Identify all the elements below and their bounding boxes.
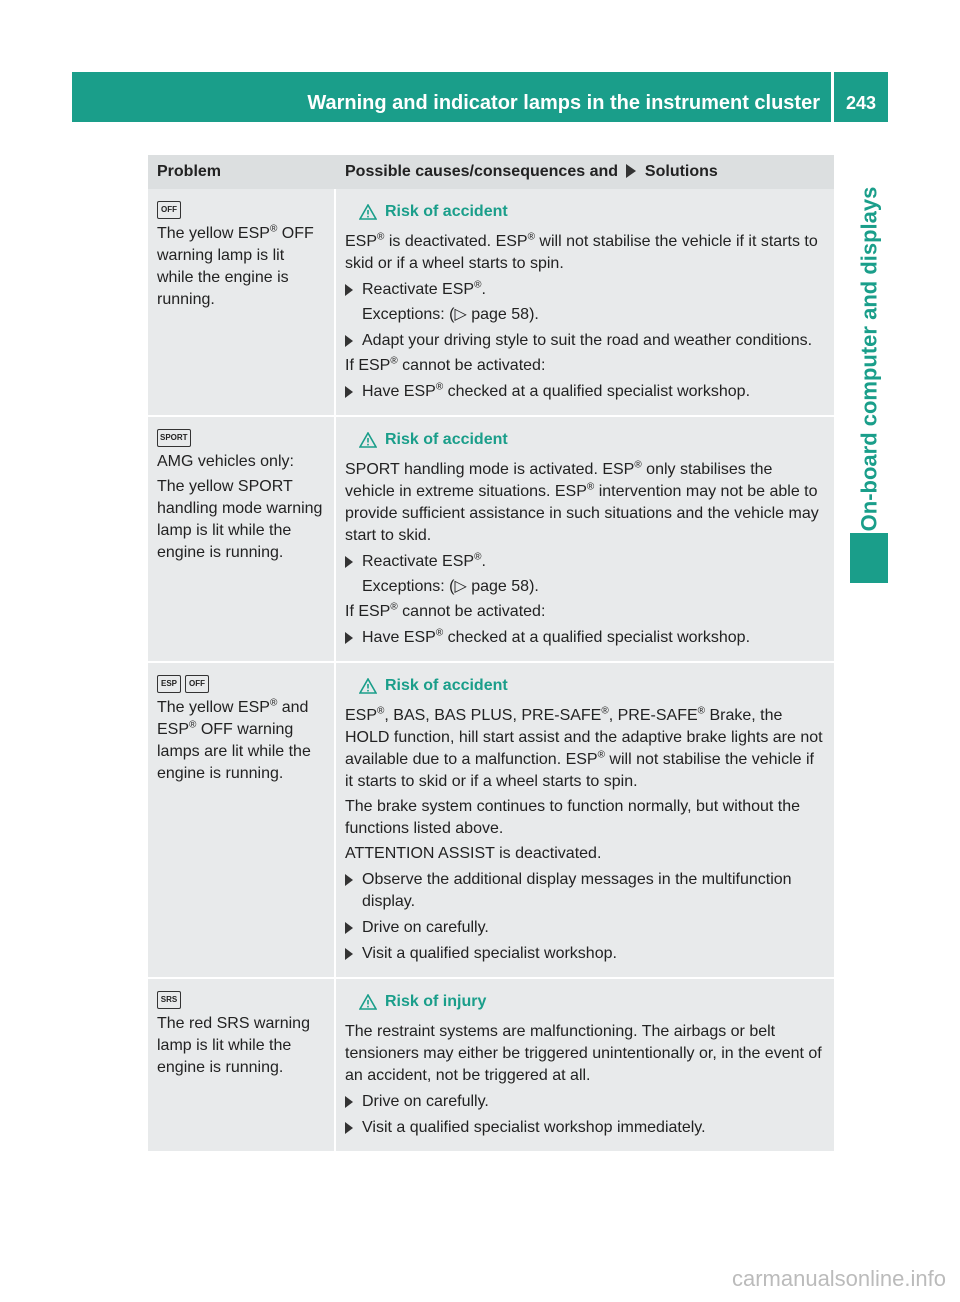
lamp-icons — [157, 427, 325, 447]
risk-heading — [359, 429, 825, 451]
solution-cell — [336, 189, 834, 415]
column-header-solutions — [336, 155, 834, 189]
action-step: Have ESP® checked at a qualified specialist workshop. — [345, 627, 825, 649]
paragraph: The brake system continues to function normally, but without the functions listed above. — [345, 798, 801, 837]
step-arrow-icon — [345, 948, 353, 960]
paragraph: SPORT handling mode is activated. ESP® only stabilises the vehicle in extreme situations. ESP® intervention may not be able to provide sufficient assistance in such situations and the vehicle may start to skid. — [345, 459, 819, 544]
risk-heading-text: Risk of injury — [385, 993, 487, 1010]
side-tab-label: On-board computer and displays — [856, 186, 881, 532]
step-arrow-icon — [345, 632, 353, 644]
problem-cell — [148, 977, 336, 1151]
risk-heading — [359, 201, 825, 223]
solution-cell — [336, 661, 834, 977]
step-arrow-icon — [345, 556, 353, 568]
problem-text: The yellow SPORT handling mode warning lamp is lit while the engine is running. — [157, 478, 323, 561]
column-header-solutions-text: Possible causes/consequences and — [345, 163, 619, 180]
srs-icon: SRS — [157, 991, 181, 1009]
risk-heading-text: Risk of accident — [385, 203, 508, 220]
solution-cell — [336, 415, 834, 661]
paragraph: ATTENTION ASSIST is deactivated. — [345, 845, 602, 862]
step-arrow-icon — [345, 335, 353, 347]
action-step: Drive on carefully. — [345, 917, 825, 939]
step-arrow-icon — [345, 1122, 353, 1134]
step-arrow-icon — [345, 922, 353, 934]
paragraph: If ESP® cannot be activated: — [345, 601, 546, 620]
paragraph: The restraint systems are malfunctioning. The airbags or belt tensioners may either be triggered unintentionally or, in the event of an accident, not be triggered at all. — [345, 1023, 822, 1084]
action-step: Visit a qualified specialist workshop. — [345, 943, 825, 965]
watermark: carmanualsonline.info — [731, 1266, 946, 1291]
problem-text: The yellow ESP® OFF warning lamp is lit while the engine is running. — [157, 223, 314, 308]
warning-lamps-table — [148, 155, 834, 1151]
table-body — [148, 189, 834, 1151]
warning-triangle-icon — [359, 994, 377, 1010]
warning-triangle-icon — [359, 204, 377, 220]
column-header-problem: Problem — [148, 155, 336, 189]
step-arrow-icon — [345, 1096, 353, 1108]
risk-heading-text: Risk of accident — [385, 431, 508, 448]
arrow-right-icon — [626, 164, 636, 178]
lamp-icons — [157, 199, 325, 219]
action-step: Drive on carefully. — [345, 1091, 825, 1113]
step-arrow-icon — [345, 386, 353, 398]
lamp-icons — [157, 673, 325, 693]
risk-heading — [359, 991, 825, 1013]
problem-cell — [148, 415, 336, 661]
risk-heading — [359, 675, 825, 697]
problem-text: The yellow ESP® and ESP® OFF warning lamps are lit while the engine is running. — [157, 697, 311, 782]
page-title: Warning and indicator lamps in the instrument cluster — [307, 92, 820, 114]
cross-reference: Exceptions: (▷ page 58). — [362, 578, 539, 595]
paragraph: ESP® is deactivated. ESP® will not stabilise the vehicle if it starts to skid or if a wheel starts to spin. — [345, 231, 818, 272]
warning-triangle-icon — [359, 432, 377, 448]
table-row — [148, 415, 834, 661]
action-step: Have ESP® checked at a qualified specialist workshop. — [345, 381, 825, 403]
table-row — [148, 189, 834, 415]
step-arrow-icon — [345, 284, 353, 296]
problem-text: The red SRS warning lamp is lit while the engine is running. — [157, 1015, 310, 1076]
problem-cell — [148, 189, 336, 415]
cross-reference: Exceptions: (▷ page 58). — [362, 306, 539, 323]
paragraph: If ESP® cannot be activated: — [345, 355, 546, 374]
side-tab-marker — [850, 533, 888, 583]
table-header-row — [148, 155, 834, 189]
action-step: Reactivate ESP®. — [345, 279, 825, 301]
solution-cell — [336, 977, 834, 1151]
warning-triangle-icon — [359, 678, 377, 694]
action-step: Reactivate ESP®. — [345, 551, 825, 573]
action-step: Adapt your driving style to suit the road and weather conditions. — [345, 330, 825, 352]
page-number: 243 — [845, 93, 877, 113]
action-step: Observe the additional display messages in the multifunction display. — [345, 869, 825, 913]
column-header-solutions-label: Solutions — [644, 163, 718, 180]
lamp-icons — [157, 989, 325, 1009]
paragraph: ESP®, BAS, BAS PLUS, PRE-SAFE®, PRE-SAFE® Brake, the HOLD function, hill start assist and the adaptive brake lights are not available due to a malfunction. ESP® will not stabilise the vehicle if it starts to skid or if a wheel starts to spin. — [345, 705, 823, 790]
step-arrow-icon — [345, 874, 353, 886]
table-row — [148, 977, 834, 1151]
risk-heading-text: Risk of accident — [385, 677, 508, 694]
side-tab-label-wrap — [850, 135, 888, 583]
table-row — [148, 661, 834, 977]
esp-off-icon: OFF — [157, 201, 181, 219]
esp-icon: ESP — [157, 675, 181, 693]
sport-icon: SPORT — [157, 429, 191, 447]
esp-off-icon: OFF — [185, 675, 209, 693]
action-step: Visit a qualified specialist workshop immediately. — [345, 1117, 825, 1139]
problem-text: AMG vehicles only: — [157, 453, 294, 470]
problem-cell — [148, 661, 336, 977]
